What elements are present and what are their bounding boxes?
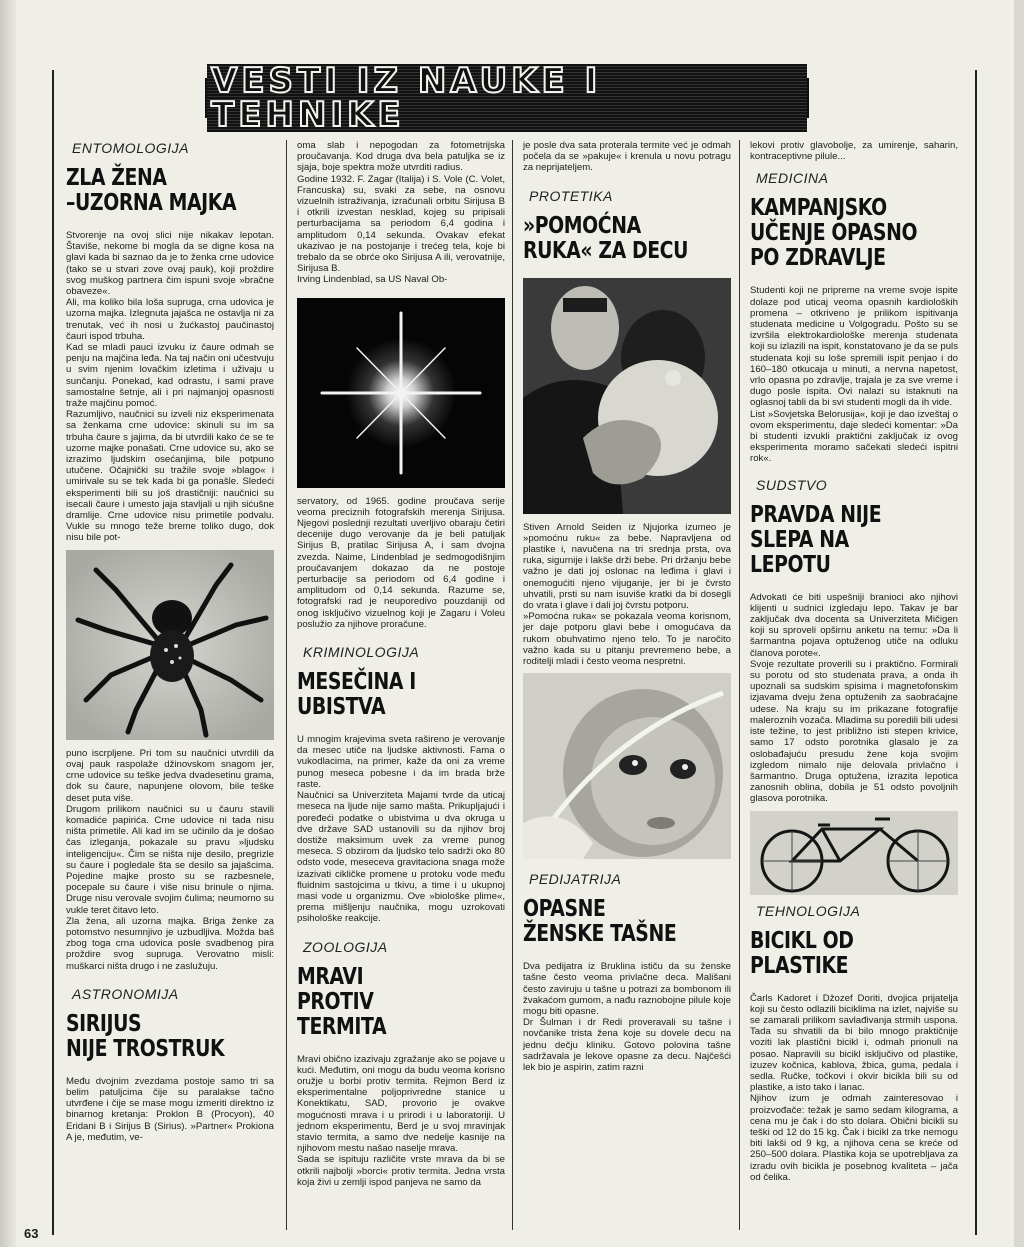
article-headline: PRAVDA NIJE SLEPA NA LEPOTU	[750, 501, 882, 578]
article-headline: BICIKL OD PLASTIKE	[750, 927, 854, 979]
frame-rule-right	[975, 70, 977, 1235]
article-headline: KAMPANJSKO UČENJE OPASNO PO ZDRAVLJE	[750, 195, 918, 272]
section-label: ZOOLOGIJA	[303, 938, 388, 955]
article-text: Stvorenje na ovoj slici nije nikakav lepotan. Štaviše, nekome bi mogla da se digne kosa na glavi kada bi saznao da je to ženka crne udovice (tako se u stvari zove ovaj pauk), koji proždire svog muškog partnera čim ispuni svoje »bračne obaveze«. Ali, ma koliko bila loša supruga, crna udovica je uzorna majka. Izlegnuta jajašca ne ostavlja ni za trenutak, već ih nosi u žućkastoj paučinastoj čauri ispod trbuha. Kad se mladi pauci izvuku iz čaure odmah se penju na majčina leđa. Na taj način oni učestvuju u svim njenim lovačkim izletima i uživaju u sunčanju. Ponekad, kad odrastu, i sami prave samostalne šetnje, ali i pri najmanjoj opasnosti traže majčinu pomoć. Razumljivo, naučnici su izveli niz eksperimenata sa ženkama crne udovice: skinuli su im sa trbuha čaure s jajima, da bi utvrdili kako će se te uzorne majke ponašati. Crne udovice su, ako se izrazimo ljudskim osećanjima, bile potpuno utučene. Očajnički su tražile svoje »blago« i umirivale su se tek kada bi ga ponašle. Sledeći eksperimenti bili su još drastičniji: naučnici su isecali čaure i umesto jaja stavljali u njih sićušne dramlije. Crne udovice nisu primetile podvalu. Vukle su mnogo teže breme toliko dugo, dok nisu bile pot-	[66, 230, 274, 544]
article-text: je posle dva sata proterala termite već je odmah počela da se »pakuje« i krenula u novu potragu za neprijateljem.	[523, 140, 731, 174]
article-text: Dva pedijatra iz Bruklina ističu da su ženske tašne često veoma privlačne deca. Mališani često zaviruju u tašne u potrazi za bombonom ili žvakaćom gumom, a nađu raznobojne pilule koje mogu biti opasne. Dr Šulman i dr Redi proveravali su tašne i novčanike trista žena koje su dovele decu na jednu dečju kliniku. Gotovo polovina tašne sadržavala je lekove opasne za decu. Najčešći lek bio je aspirin, zatim razni	[523, 961, 731, 1074]
article-headline: SIRIJUS NIJE TROSTRUK	[66, 1010, 225, 1062]
article-text: U mnogim krajevima sveta rašireno je verovanje da mesec utiče na ljudske aktivnosti. Fama o vukodlacima, na primer, kaže da oni za vreme punog meseca pobesne i da im brada brže raste. Naučnici sa Univerziteta Majami tvrde da uticaj meseca na ljude nije samo mašta. Prikupljajući i poređeći podatke o ubistvima u dva okruga u dve države SAD ustanovili su da njihov broj dostiže maksimum uvek za vreme punog meseca. S obzirom da ljudsko telo sadrži oko 80 odsto vode, meseceva gravitaciona snaga može izazivati cikličke promene u protoku vode među fluidnim sastojcima u tkivu, a time i u ukupnoj masi vode u organizmu. Ove »biološke plime«, prema mišljenju naučnika, mogu uzrokovati psihološke reakcije.	[297, 734, 505, 925]
article-text: oma slab i nepogodan za fotometrijska proučavanja. Kod druga dva bela patuljka se iz sjaja, boje spektra može utvrditi radius. Godine 1932. F. Zagar (Italija) i S. Vole (C. Volet, Francuska) su, svaki za sebe, na osnovu vizuelnih istraživanja, izračunali orbitu Sirijusa B i otkrili izvestan nesklad, kojeg su pripisali perturbacijama sa periodom 6,4 godina i amplitudom 0,14 sekunda. Ovakav efekat ukazivao je na postojanje i trećeg tela, koje bi trebalo da se obrće oko Sirijusa A ili, verovatnije, Sirijusa B. Irving Lindenblad, sa US Naval Ob-	[297, 140, 505, 286]
column-divider	[286, 140, 287, 1230]
section-label: ASTRONOMIJA	[72, 985, 179, 1002]
article-headline: MESEČINA I UBISTVA	[297, 669, 416, 721]
article-headline: OPASNE ŽENSKE TAŠNE	[523, 896, 677, 948]
page-gutter	[0, 0, 16, 1247]
column-divider	[739, 140, 740, 1230]
banner-title: VESTI IZ NAUKE I TEHNIKE	[207, 64, 807, 132]
article-text: Advokati će biti uspešniji branioci ako njihovi klijenti u sudnici izgledaju lepo. Takav je bar zaključak dva docenta sa Univerziteta Mičigen koji su sproveli opširnu anketu na temu: »Da li šarmantna pojava optuženog utiče na odluku članova porote«. Svoje rezultate proverili su i praktično. Formirali su porotu od sto studenata prava, a onda ih upoznali sa sudskim spisima i magnetofonskim izjavama dveju žena optuženih za saobraćajne udese. Na kraju su im prikazane fotografije maleroznih vozača. Mladima su poredili bili udesi iste težine, to jest približno isti stepen krivice, samo 17 odsto porotnika glasalo je za oslobađajuću presudu žene koja svojim izgledom nimalo nije delovala privlačno i šarmantno. Druga optužena, izrazita lepotica zanosnih oblina, dobila je 51 odsto povoljnih glasova porotnika.	[750, 591, 958, 805]
article-text: Među dvojnim zvezdama postoje samo tri sa belim patuljcima čije su paralakse tačno utvrđene i čije se mase mogu izmeriti direktno iz binarnog kretanja: Proklon B (Procyon), 40 Eridani B i Sirijus B (Sirius). »Partner« Prokiona A je, međutim, ve-	[66, 1075, 274, 1143]
article-headline: »POMOĆNA RUKA« ZA DECU	[523, 212, 688, 264]
section-label: PEDIJATRIJA	[529, 871, 622, 888]
column-4	[750, 140, 958, 1240]
article-text: puno iscrpljene. Pri tom su naučnici utvrdili da ovaj pauk raspolaže džinovskom snagom jer, crne udovice su teške jedva dvadesetinu grama, dok su čaure, napunjene olovom, bile teške deset puta više. Drugom prilikom naučnici su u čauru stavili komadiće papirića. Crne udovice ni tada nisu ništa primetile. Ali kad im se učinilo da je došao čas izleganja, pokazale su pravu »ljudsku inteligenciju«. Čim se ništa nije desilo, pregrizle su čaure i pogledale šta se desilo sa jajašcima. Pojedine majke prosto su se razbesnele, pocepale su čaure i više nisu brinule o njima. Druge nisu verovale svojim čulima; neumorno su vukle teret čitavo leto. Zla žena, ali uzorna majka. Briga ženke za potomstvo nesumnjivo je uzbudljiva. Možda baš zbog toga crna udovica posle svadbenog pira proždire svog supruga. Verovatno misli: muškarci ništa drugo i ne zaslužuju.	[66, 747, 274, 972]
helping-hand-photo	[523, 278, 731, 514]
sirius-photo	[297, 298, 505, 488]
column-3	[523, 140, 731, 1240]
section-label: TEHNOLOGIJA	[756, 902, 861, 919]
column-2	[297, 140, 505, 1240]
article-headline: ZLA ŽENA –UZORNA MAJKA	[66, 165, 237, 216]
column-divider	[512, 140, 513, 1230]
article-text: lekovi protiv glavobolje, za umirenje, saharin, kontraceptivne pilule...	[750, 140, 958, 163]
column-1	[66, 140, 274, 1240]
bicycle-photo	[750, 811, 958, 895]
section-label: SUDSTVO	[756, 476, 828, 493]
section-label: PROTETIKA	[529, 187, 613, 204]
section-label: MEDICINA	[756, 170, 829, 187]
frame-rule-left	[52, 70, 54, 1235]
article-text: Stiven Arnold Seiden iz Njujorka izumeo je »pomoćnu ruku« za bebe. Napravljena od plastike i, navučena na tri srednja prsta, ova ruka, sigurnije i lakše drži bebe. Pri držanju bebe važno je dati joj oslonac na leđima i glavi i onemogućiti njeno vijuganje, jer bi je čvrsto uhvatili, prsti su nam isuviše kratki da bi dosegli do vrata i glave i dali joj čvrstu potporu. »Pomoćna ruka« se pokazala veoma korisnom, jer daje potporu glavi bebe i omogućava da rukom obuhvatimo njeno telo. To je naročito važno kada su u pitanju prevremeno bebe, a roditelji mladi i često veoma nespretni.	[523, 521, 731, 668]
article-text: servatory, od 1965. godine proučava serije veoma preciznih fotografskih merenja Sirijusa. Njegovi poslednji rezultati uverljivo obaraju četiri decenije dugo verovanje da je beli patuljak Sirijus B, pratilac Sirijusa A, i sam dvojna zvezda. Naime, Lindenblad je sedmogodišnjim proučavanjem dokazao da ne postoje perturbacije sa periodom od 6,4 godine i amplitudom od 0,14 sekunda. Razume se, fotografski rad je neuporedivo pouzdaniji od onog isključivo vizuelnog koji je Zagaru i Voleu poslužio za njihove proračune.	[297, 495, 505, 630]
section-banner	[205, 61, 809, 135]
spider-photo	[66, 550, 274, 740]
article-headline: MRAVI PROTIV TERMITA	[297, 963, 387, 1040]
section-label: ENTOMOLOGIJA	[72, 140, 189, 156]
article-text: Čarls Kadoret i Džozef Doriti, dvojica prijatelja koji su često odlazili biciklima na izlet, najviše su se zamarali prilikom savlađivanja strmih uspona. Tada su shvatili da bi bilo mnogo praktičnije voziti lak plastični bicikl i, odmah prionuli na posao. Napravili su bicikl isključivo od plastike, izuzev kočnica, kablova, žbica, guma, pedala i sedla. Ručke, točkovi i okvir bicikla bili su od plastike, a isto tako i lanac. Njihov izum je odmah zainteresovao i proizvođače: težak je samo sedam kilograma, a cena mu je čak i do sto dolara. Obični bicikli su teški od 12 do 15 kg. Čak i bicikl za trke nemogu biti lakši od 9 kg, a njihova cena se kreće od 250–500 dolara. Plastika koja se upotrebljava za izradu ovih bicikla je posebnog kvaliteta – jača od čelika.	[750, 992, 958, 1183]
page-edge	[1014, 0, 1024, 1247]
article-text: Studenti koji ne pripreme na vreme svoje ispite dolaze pod uticaj veoma opasnih kardioloških promena – otkriveno je prilikom ispitivanja studenata medicine u Volgogradu. Pošto su se izvršila elektrokardiološke merenja studenata koji su izlazili na ispit, konstatovano je da se puls studenata koji su loše spremili ispit penjao i do 160–180 otkucaja u minuti, a nervna napetost, vrlo opasna po zdravlje, trajala je za sve vreme i dugo posle ispita. Ovi nalazi su istaknuti na oglasnoj tabli da bi svi studenti mogli da ih vide. List »Sovjetska Belorusija«, koji je dao izveštaj o ovom eksperimentu, daje sledeći komentar: »Da bi studenti izvukli praktični zaključak iz ovog eksperimenta moramo sačekati sledeći ispitni rok«.	[750, 285, 958, 465]
article-text: Mravi obično izazivaju zgražanje ako se pojave u kući. Međutim, oni mogu da budu veoma korisno oružje u borbi protiv termita. Rejmon Berd iz eksperimentalne poljoprivredne stanice u Konektikatu, SAD, provorio je ovakve mogućnosti mrava i u prirodi i u laboratoriji. U jednom eksperimentu, Berd je u svoj mravinjak stavio termita, a samo dve nedelje kasnije na njihovom mestu našao naselje mrava. Sada se ispituju različite vrste mrava da bi se otkrili najbolji »borci« protiv termita. Jedna vrsta koja živi u zemlji ispod panjeva ne samo da	[297, 1053, 505, 1188]
page-number: 63	[24, 1226, 39, 1241]
baby-photo	[523, 673, 731, 859]
section-label: KRIMINOLOGIJA	[303, 644, 420, 661]
